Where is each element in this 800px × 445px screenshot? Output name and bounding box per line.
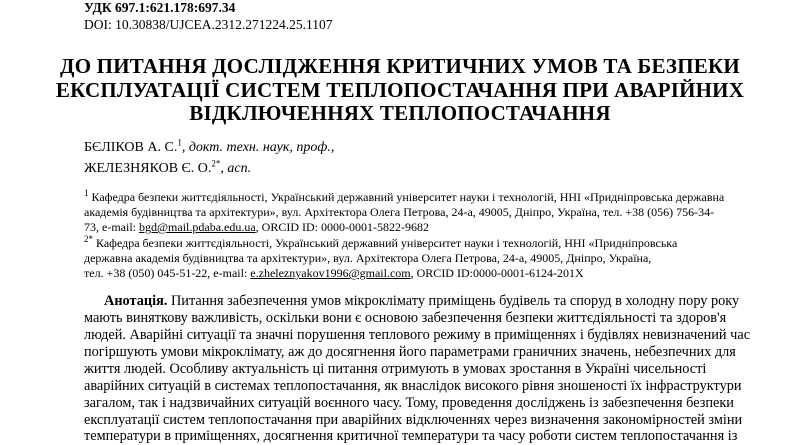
email-link[interactable]: bgd@mail.pdaba.edu.ua xyxy=(138,220,256,234)
abstract-line-7: загалом, так і надзвичайних ситуацій воєнного часу. Тому, проведення досліджень із забезпечення безпеки xyxy=(84,395,734,411)
author-role: , асп. xyxy=(220,161,252,176)
affiliation-text: 73, e-mail: xyxy=(84,220,139,234)
email-link[interactable]: e.zheleznyakov1996@gmail.com xyxy=(250,266,411,280)
author-2 xyxy=(84,158,252,177)
title-line-1: ДО ПИТАННЯ ДОСЛІДЖЕННЯ КРИТИЧНИХ УМОВ ТА БЕЗПЕКИ xyxy=(60,54,740,78)
title-line-3: ВІДКЛЮЧЕННЯХ ТЕПЛОПОСТАЧАННЯ xyxy=(189,101,611,125)
abstract-line-2: мають виняткову важливість, оскільки вони є основою забезпечення безпеки життєдіяльності та здоров'я xyxy=(84,310,727,326)
abstract-line-8: експлуатації систем теплопостачання при аварійних відключеннях через визначення закономірностей зміни xyxy=(84,412,743,428)
affiliation-2-line-3 xyxy=(84,266,584,281)
affiliation-text: тел. +38 (050) 045-51-22, e-mail: xyxy=(84,266,251,280)
orcid-text: , ORCID ID: 0000-0001-5822-9682 xyxy=(255,220,429,234)
author-name: БЄЛІКОВ А. С. xyxy=(84,140,178,155)
affiliation-1-line-2: академія будівництва та архітектури», вул. Архітектора Олега Петрова, 24-а, 49005, Дніпро, Україна, тел. +38 (056) 756-34- xyxy=(84,205,715,219)
author-1 xyxy=(84,137,335,156)
abstract-line-3: людей. Аварійні ситуації та значні порушення теплового режиму в приміщеннях і будівлях невизначений час xyxy=(84,327,751,343)
author-role: , докт. техн. наук, проф., xyxy=(181,140,335,155)
abstract-line-1 xyxy=(104,293,739,310)
abstract-text: Питання забезпечення умов мікроклімату приміщень будівель та споруд в холодну пору року xyxy=(167,293,740,309)
orcid-text: , ORCID ID:0000-0001-6124-201X xyxy=(410,266,584,280)
abstract-line-4: погіршують умови мікроклімату, аж до досягнення його параметрами граничних значень, небезпечних для xyxy=(84,344,736,360)
affiliation-text: Кафедра безпеки життєдіяльності, Український державний університет науки і технологій, ННІ «Придніпровська державна xyxy=(88,190,725,204)
author-affiliation-mark: 1 xyxy=(177,137,182,148)
udk-code: УДК 697.1:621.178:697.34 xyxy=(84,0,236,15)
affiliation-text: Кафедра безпеки життєдіяльності, Український державний університет науки і технологій, ННІ «Придніпровська xyxy=(93,236,678,250)
affiliation-mark: 1 xyxy=(84,188,89,198)
affiliation-1-line-3 xyxy=(84,220,429,235)
title-line-2: ЕКСПЛУАТАЦІЇ СИСТЕМ ТЕПЛОПОСТАЧАННЯ ПРИ АВАРІЙНИХ xyxy=(55,78,745,102)
author-affiliation-mark: 2* xyxy=(211,158,221,169)
affiliation-1-line-1 xyxy=(84,190,724,205)
abstract-line-9: температури в приміщеннях, досягнення критичної температури та часу роботи систем теплопостачання із xyxy=(84,428,738,444)
abstract-line-5: життя людей. Особливу актуальність ці питання отримують в умовах зростання в Україні чисельності xyxy=(84,361,707,377)
affiliation-mark: 2* xyxy=(84,234,93,244)
doi: DOI: 10.30838/UJCEA.2312.271224.25.1107 xyxy=(84,17,333,32)
affiliation-2-line-2: державна академія будівництва та архітектури», вул. Архітектора Олега Петрова, 24-а, 49005, Дніпро, Україна, xyxy=(84,251,652,265)
affiliation-2-line-1 xyxy=(84,236,677,251)
abstract-line-6: аварійних ситуацій в системах теплопостачання, як внаслідок високого рівня зношеності їх інфраструктури xyxy=(84,378,742,394)
abstract-label: Анотація. xyxy=(104,293,168,309)
author-name: ЖЕЛЕЗНЯКОВ Є. О. xyxy=(84,161,212,176)
